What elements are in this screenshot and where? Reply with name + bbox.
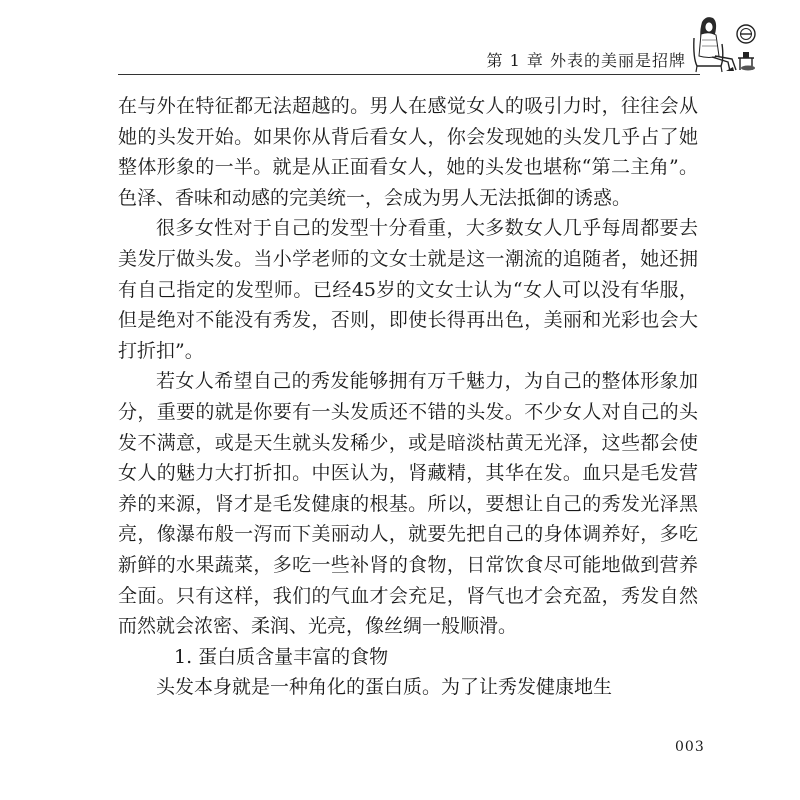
body-text <box>118 91 698 703</box>
paragraph: 很多女性对于自己的发型十分看重，大多数女人几乎每周都要去美发厅做头发。当小学老师的文女士就是这一潮流的追随者，她还拥有自己指定的发型师。已经45岁的文女士认为“女人可以没有华服，但是绝对不能没有秀发，否则，即使长得再出色，美丽和光彩也会大打折扣”。 <box>118 217 698 362</box>
section-heading: 1. 蛋白质含量丰富的食物 <box>174 645 389 668</box>
running-header <box>118 14 758 74</box>
paragraph: 若女人希望自己的秀发能够拥有万千魅力，为自己的整体形象加分，重要的就是你要有一头发质还不错的头发。不少女人对自己的头发不满意，或是天生就头发稀少，或是暗淡枯黄无光泽，这些都会使女人的魅力大打折扣。中医认为，肾藏精，其华在发。血只是毛发营养的来源，肾才是毛发健康的根基。所以，要想让自己的秀发光泽黑亮，像瀑布般一泻而下美丽动人，就要先把自己的身体调养好，多吃新鲜的水果蔬菜，多吃一些补肾的食物，日常饮食尽可能地做到营养全面。只有这样，我们的气血才会充足，肾气也才会充盈，秀发自然而然就会浓密、柔润、光亮，像丝绸一般顺滑。 <box>118 370 698 638</box>
paragraph: 头发本身就是一种角化的蛋白质。为了让秀发健康地生 <box>156 676 613 699</box>
header-rule <box>118 74 700 75</box>
chapter-title: 第 1 章 外表的美丽是招牌 <box>486 51 686 70</box>
paragraph: 在与外在特征都无法超越的。男人在感觉女人的吸引力时，往往会从她的头发开始。如果你从背后看女人，你会发现她的头发几乎占了她整体形象的一半。就是从正面看女人，她的头发也堪称“第二主角”。色泽、香味和动感的完美统一，会成为男人无法抵御的诱惑。 <box>118 95 698 209</box>
woman-illustration-icon <box>688 14 758 74</box>
page-number: 003 <box>675 739 705 755</box>
